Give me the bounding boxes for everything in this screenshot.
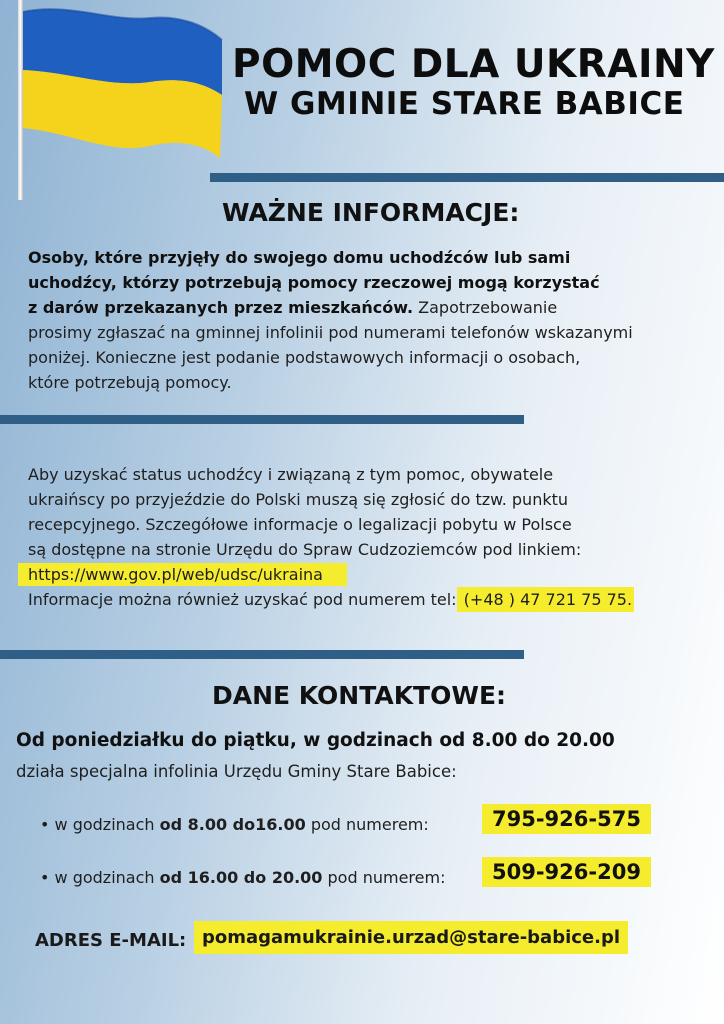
ukraine-flag-icon: [0, 0, 230, 200]
contact-hours-text: działa specjalna infolinia Urzędu Gminy Stare Babice:: [16, 762, 457, 781]
contact-item-hours: od 8.00 do16.00: [159, 815, 306, 834]
status-text: ukraińscy po przyjeździe do Polski muszą się zgłosić do tzw. punktu: [28, 490, 569, 509]
status-paragraph: [28, 462, 708, 612]
status-tel-number: (+48 ) 47 721 75 75.: [457, 587, 634, 612]
important-text: prosimy zgłaszać na gminnej infolinii pod numerami telefonów wskazanymi: [28, 323, 633, 342]
contact-heading: DANE KONTAKTOWE:: [212, 681, 507, 710]
email-label: ADRES E-MAIL:: [35, 930, 187, 951]
important-bold-line: uchodźcy, którzy potrzebują pomocy rzeczowej mogą korzystać: [28, 273, 600, 292]
contact-hours: Od poniedziałku do piątku, w godzinach od 8.00 do 20.00: [16, 730, 615, 751]
divider-bar: [210, 173, 724, 182]
contact-item-suffix: pod numerem:: [322, 868, 446, 887]
phone-number-evening[interactable]: 509-926-209: [482, 857, 651, 887]
udsc-link[interactable]: https://www.gov.pl/web/udsc/ukraina: [18, 563, 347, 586]
contact-item: [40, 815, 429, 834]
status-tel-text: Informacje można również uzyskać pod numerem tel:: [28, 590, 457, 609]
status-text: Aby uzyskać status uchodźcy i związaną z tym pomoc, obywatele: [28, 465, 554, 484]
important-text: które potrzebują pomocy.: [28, 373, 232, 392]
important-heading: WAŻNE INFORMACJE:: [222, 198, 520, 227]
important-text: Zapotrzebowanie: [413, 298, 558, 317]
important-paragraph: [28, 245, 708, 395]
contact-item-suffix: pod numerem:: [305, 815, 429, 834]
status-text: recepcyjnego. Szczegółowe informacje o legalizacji pobytu w Polsce: [28, 515, 572, 534]
flag-pole: [18, 0, 23, 200]
important-bold-line: Osoby, które przyjęły do swojego domu uchodźców lub sami: [28, 248, 571, 267]
contact-item: [40, 868, 445, 887]
contact-item-hours: od 16.00 do 20.00: [159, 868, 323, 887]
status-text: są dostępne na stronie Urzędu do Spraw Cudzoziemców pod linkiem:: [28, 540, 582, 559]
page-title-line1: POMOC DLA UKRAINY: [232, 42, 715, 87]
important-bold-line: z darów przekazanych przez mieszkańców.: [28, 298, 414, 317]
important-text: poniżej. Konieczne jest podanie podstawowych informacji o osobach,: [28, 348, 581, 367]
phone-number-day[interactable]: 795-926-575: [482, 804, 651, 834]
divider-bar: [0, 415, 524, 424]
contact-item-prefix: • w godzinach: [40, 815, 160, 834]
email-address[interactable]: pomagamukrainie.urzad@stare-babice.pl: [194, 921, 628, 954]
divider-bar: [0, 650, 524, 659]
page-title-line2: W GMINIE STARE BABICE: [244, 86, 685, 122]
contact-item-prefix: • w godzinach: [40, 868, 160, 887]
